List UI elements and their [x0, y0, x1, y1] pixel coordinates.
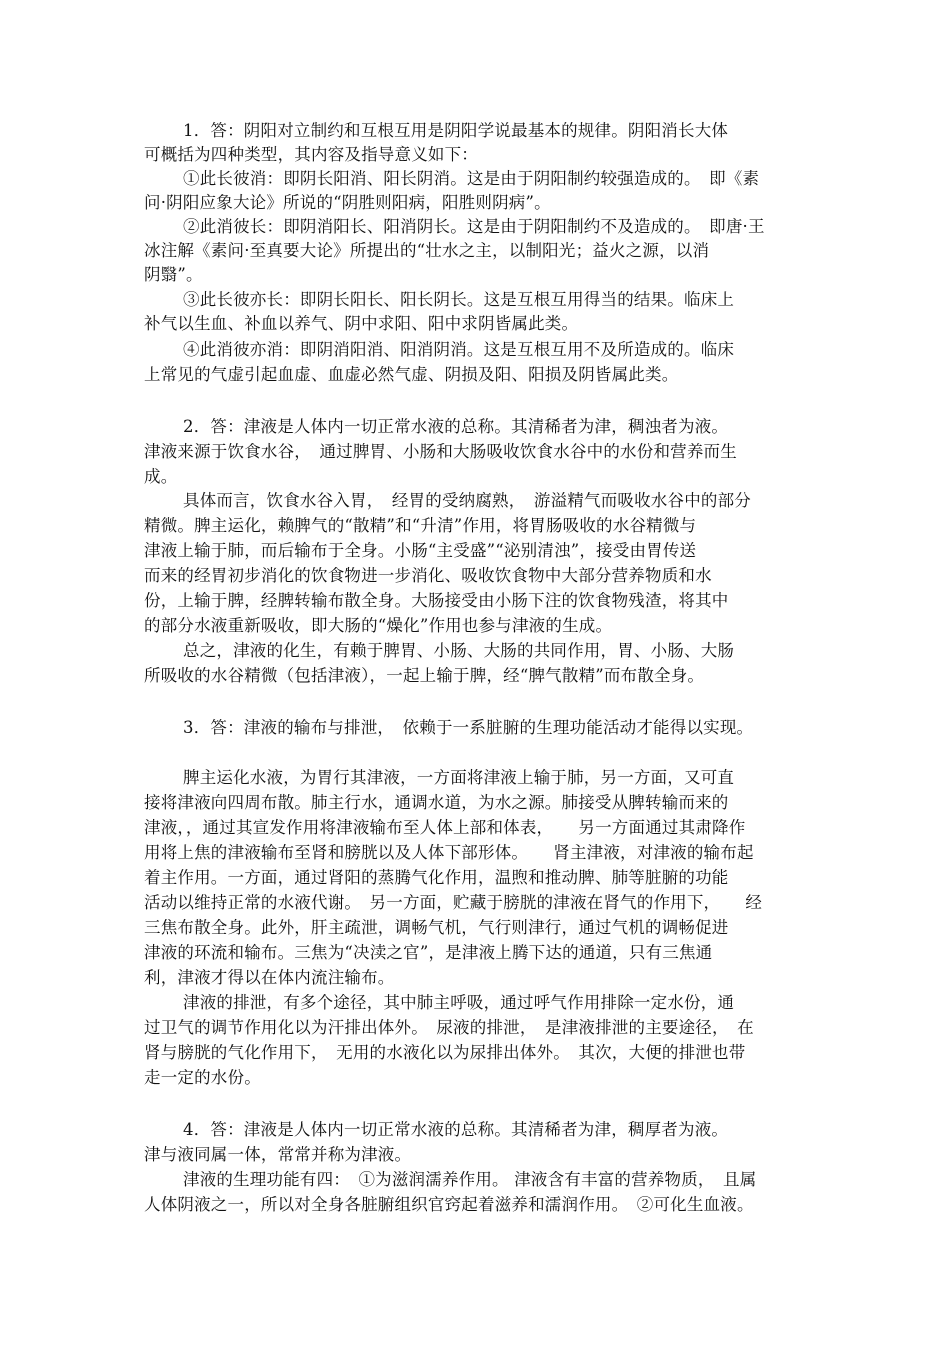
text-line: 2．答：津液是人体内一切正常水液的总称。其清稀者为津，稠浊者为液。	[183, 417, 729, 436]
text-line: 过卫气的调节作用化以为汗排出体外。 尿液的排泄， 是津液排泄的主要途径， 在	[144, 1018, 754, 1037]
text-line: 可概括为四种类型，其内容及指导意义如下：	[144, 145, 478, 164]
text-line: 上常见的气虚引起血虚、血虚必然气虚、阴损及阳、阳损及阴皆属此类。	[144, 365, 679, 384]
text-line: 肾与膀胱的气化作用下， 无用的水液化以为尿排出体外。 其次，大便的排泄也带	[144, 1043, 746, 1062]
text-line: 三焦布散全身。此外，肝主疏泄，调畅气机，气行则津行，通过气机的调畅促进	[144, 918, 729, 937]
text-line: ④此消彼亦消：即阴消阳消、阳消阴消。这是互根互用不及所造成的。临床	[183, 340, 735, 359]
text-line: ①此长彼消：即阴长阳消、阳长阴消。这是由于阴阳制约较强造成的。 即《素	[183, 169, 760, 188]
text-line: 走一定的水份。	[144, 1068, 261, 1087]
text-line: 精微。脾主运化，赖脾气的“散精”和“升清”作用，将胃肠吸收的水谷精微与	[144, 516, 697, 535]
text-line: 脾主运化水液，为胃行其津液，一方面将津液上输于肺，另一方面，又可直	[183, 768, 735, 787]
text-line: 3．答：津液的输布与排泄， 依赖于一系脏腑的生理功能活动才能得以实现。	[183, 718, 754, 737]
text-line: 人体阴液之一，所以对全身各脏腑组织官窍起着滋养和濡润作用。 ②可化生血液。	[144, 1195, 754, 1214]
text-line: 具体而言，饮食水谷入胃， 经胃的受纳腐熟， 游溢精气而吸收水谷中的部分	[183, 491, 751, 510]
text-line: 津液的环流和输布。三焦为“决渎之官”，是津液上腾下达的通道，只有三焦通	[144, 943, 713, 962]
text-line: 津液的排泄，有多个途径，其中肺主呼吸，通过呼气作用排除一定水份，通	[183, 993, 735, 1012]
text-line: ③此长彼亦长：即阴长阳长、阳长阴长。这是互根互用得当的结果。临床上	[183, 290, 735, 309]
text-line: 津液，，通过其宣发作用将津液输布至人体上部和体表， 另一方面通过其肃降作	[144, 818, 746, 837]
text-line: 份，上输于脾，经脾转输布散全身。大肠接受由小肠下注的饮食物残渣，将其中	[144, 591, 729, 610]
text-line: 成。	[144, 467, 178, 486]
text-line: 问·阴阳应象大论》所说的“阴胜则阳病，阳胜则阴病”。	[144, 193, 551, 212]
text-line: 冰注解《素问·至真要大论》所提出的“壮水之主，以制阳光；益火之源，以消	[144, 241, 710, 260]
text-line: 接将津液向四周布散。肺主行水，通调水道，为水之源。肺接受从脾转输而来的	[144, 793, 729, 812]
text-line: 阴翳”。	[144, 265, 203, 284]
text-line: 而来的经胃初步消化的饮食物进一步消化、吸收饮食物中大部分营养物质和水	[144, 566, 712, 585]
text-line: 用将上焦的津液输布至肾和膀胱以及人体下部形体。 肾主津液，对津液的输布起	[144, 843, 754, 862]
text-line: 着主作用。一方面，通过肾阳的蒸腾气化作用，温煦和推动脾、肺等脏腑的功能	[144, 868, 729, 887]
text-line: 活动以维持正常的水液代谢。 另一方面，贮藏于膀胱的津液在肾气的作用下， 经	[144, 893, 763, 912]
text-line: ②此消彼长：即阴消阳长、阳消阴长。这是由于阴阳制约不及造成的。 即唐·王	[183, 217, 765, 236]
text-line: 利，津液才得以在体内流注输布。	[144, 968, 395, 987]
text-line: 津液的生理功能有四： ①为滋润濡养作用。 津液含有丰富的营养物质， 且属	[183, 1170, 757, 1189]
text-line: 津与液同属一体，常常并称为津液。	[144, 1145, 412, 1164]
text-line: 津液来源于饮食水谷， 通过脾胃、小肠和大肠吸收饮食水谷中的水份和营养而生	[144, 442, 737, 461]
text-line: 4．答：津液是人体内一切正常水液的总称。其清稀者为津，稠厚者为液。	[183, 1120, 729, 1139]
text-line: 总之，津液的化生，有赖于脾胃、小肠、大肠的共同作用，胃、小肠、大肠	[183, 641, 735, 660]
text-line: 补气以生血、补血以养气、阴中求阳、阳中求阴皆属此类。	[144, 314, 579, 333]
text-line: 的部分水液重新吸收，即大肠的“燥化”作用也参与津液的生成。	[144, 616, 613, 635]
text-line: 所吸收的水谷精微（包括津液），一起上输于脾，经“脾气散精”而布散全身。	[144, 666, 705, 685]
text-line: 1．答：阴阳对立制约和互根互用是阴阳学说最基本的规律。阴阳消长大体	[183, 121, 729, 140]
text-line: 津液上输于肺，而后输布于全身。小肠“主受盛”“泌别清浊”，接受由胃传送	[144, 541, 697, 560]
